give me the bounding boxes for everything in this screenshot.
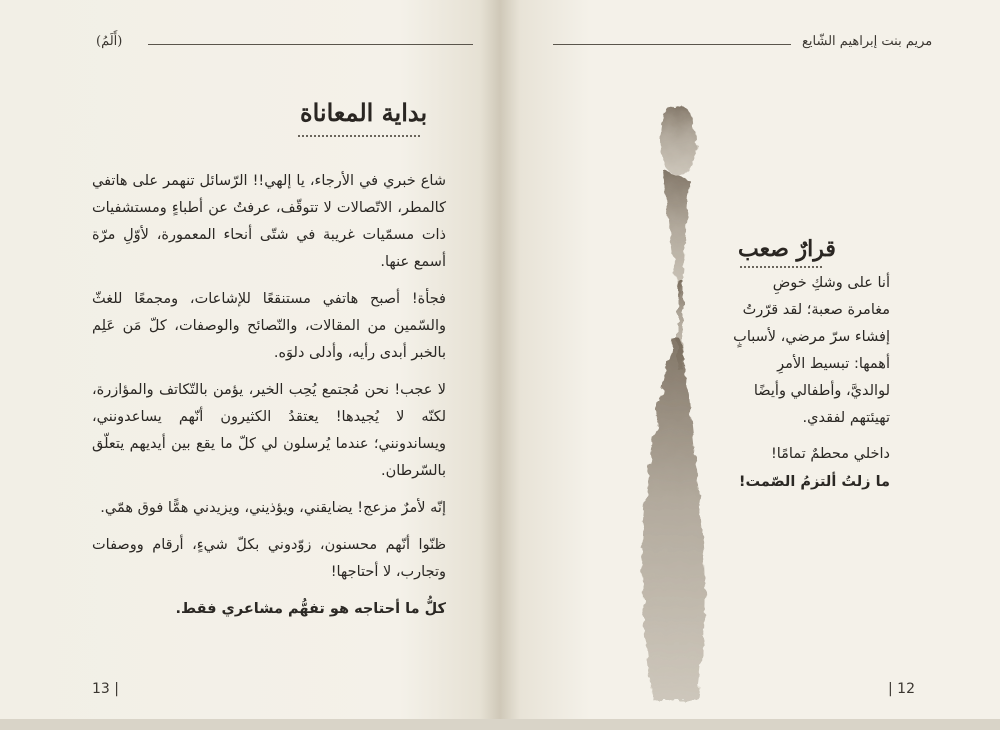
emphasis-block-right [735, 440, 890, 496]
running-head-right: مريم بنت إبراهيم الشّايع [802, 34, 933, 49]
body-line: إفشاء سرّ مرضي، لأسبابٍ [733, 329, 890, 345]
emphasis-line-1: داخلي محطمٌ تمامًا! [770, 446, 890, 462]
running-head-left: (أَلَمُ) [96, 34, 123, 49]
title-underline-left [298, 135, 420, 137]
body-text-right [675, 270, 890, 432]
left-page [0, 0, 500, 719]
body-text-left [92, 168, 446, 633]
running-head-rule-left [148, 44, 473, 45]
body-line: أنا على وشكِ خوضِ [772, 275, 890, 291]
emphasis-line-2: ما زلتُ ألتزمُ الصّمت! [738, 474, 890, 490]
page-number-right: | 12 [888, 681, 915, 697]
page-number-left: 13 | [92, 681, 119, 697]
paragraph-4: إنّه لأمرٌ مزعج! يضايقني، ويؤذيني، ويزيدني همًّا فوق همّي. [100, 500, 446, 516]
running-head-rule-right [553, 44, 791, 45]
title-underline-right [740, 266, 822, 268]
body-line: لوالديَّ، وأطفالي وأيضًا [753, 383, 890, 399]
chapter-title-left: بداية المعاناة [300, 98, 428, 127]
body-line: تهيئتهم لفقدي. [802, 410, 890, 426]
closing-line: كلُّ ما أحتاجه هو تفهُّم مشاعري فقط. [175, 601, 446, 617]
paragraph-1: شاع خبري في الأرجاء، يا إلهي!! الرّسائل تنهمر على هاتفي كالمطر، الاتّصالات لا تتوقّف، عرفتُ عن أطباءٍ ومستشفيات ذات مسمّيات غريبة في شتّى أنحاء المعمورة، لأوّلِ مرّة أسمع عنها. [92, 173, 446, 270]
paragraph-3: لا عجب! نحن مُجتمع يُحِب الخير، يؤمن بالتّكاتف والمؤازرة، لكنّه لا يُجيدها! يعتقدُ الكثيرون أنّهم يساعدونني، ويساندونني؛ عندما يُرسلون لي كلّ ما يقع بين أيديهم يتعلّق بالسّرطان. [92, 382, 446, 479]
right-page [500, 0, 1000, 719]
chapter-title-right: قرارٌ صعب [738, 236, 836, 262]
body-line: مغامرة صعبة؛ لقد قرّرتُ [742, 302, 890, 318]
paragraph-2: فجأة! أصبح هاتفي مستنقعًا للإشاعات، ومجمعًا للغثّ والسّمين من المقالات، والنّصائح والوصفات، كلّ مَن عَلِم بالخبر أبدى رأيه، وأدلى دلوَه. [92, 291, 446, 361]
paragraph-5: ظنّوا أنّهم محسنون، زوّدوني بكلّ شيءٍ، أرقام ووصفات وتجارب، لا أحتاجها! [92, 537, 446, 580]
body-line: أهمها: تبسيط الأمرِ [777, 356, 890, 372]
